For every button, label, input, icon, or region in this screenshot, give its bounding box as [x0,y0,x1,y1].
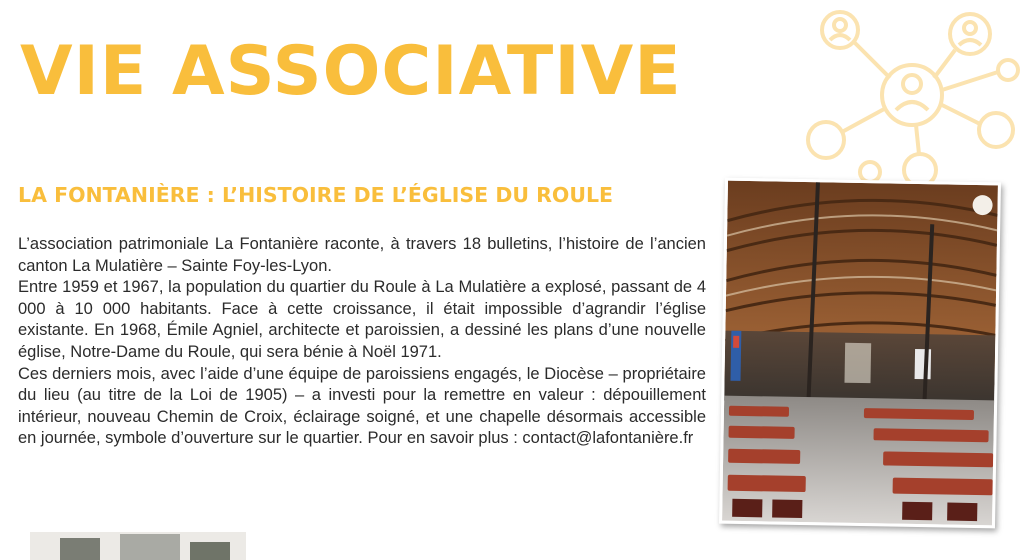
article-title: LA FONTANIÈRE : L’HISTOIRE DE L’ÉGLISE DU ROULE [18,183,614,207]
church-interior-image [722,181,998,526]
bottom-photo [30,532,246,560]
church-photo [719,178,1001,529]
community-network-icon [800,0,1024,190]
article-paragraph: Entre 1959 et 1967, la population du quartier du Roule à La Mulatière a explosé, passant de 4 000 à 10 000 habitants. Face à cette croissance, il était impossible d’agrandir l’église existante. En 1968, Émile Agniel, architecte et paroissien, a dessiné les plans d’une nouvelle église, Notre-Dame du Roule, qui sera bénie à Noël 1971. [18,278,706,361]
article-paragraph: Ces derniers mois, avec l’aide d’une équipe de paroissiens engagés, le Diocèse – propriétaire du lieu (au titre de la Loi de 1905) – a investi pour la remettre en valeur : dépouillement intérieur, nouveau Chemin de Croix, éclairage soigné, et une chapelle désormais accessible en journée, symbole d’ouverture sur le quartier. Pour en savoir plus : contact@lafontanière.fr [18,364,706,448]
article-paragraph: L’association patrimoniale La Fontanière raconte, à travers 18 bulletins, l’histoire de l’ancien canton La Mulatière – Sainte Foy-les-Lyon. [18,235,706,275]
article-body [18,234,706,450]
section-title: VIE ASSOCIATIVE [20,32,682,111]
